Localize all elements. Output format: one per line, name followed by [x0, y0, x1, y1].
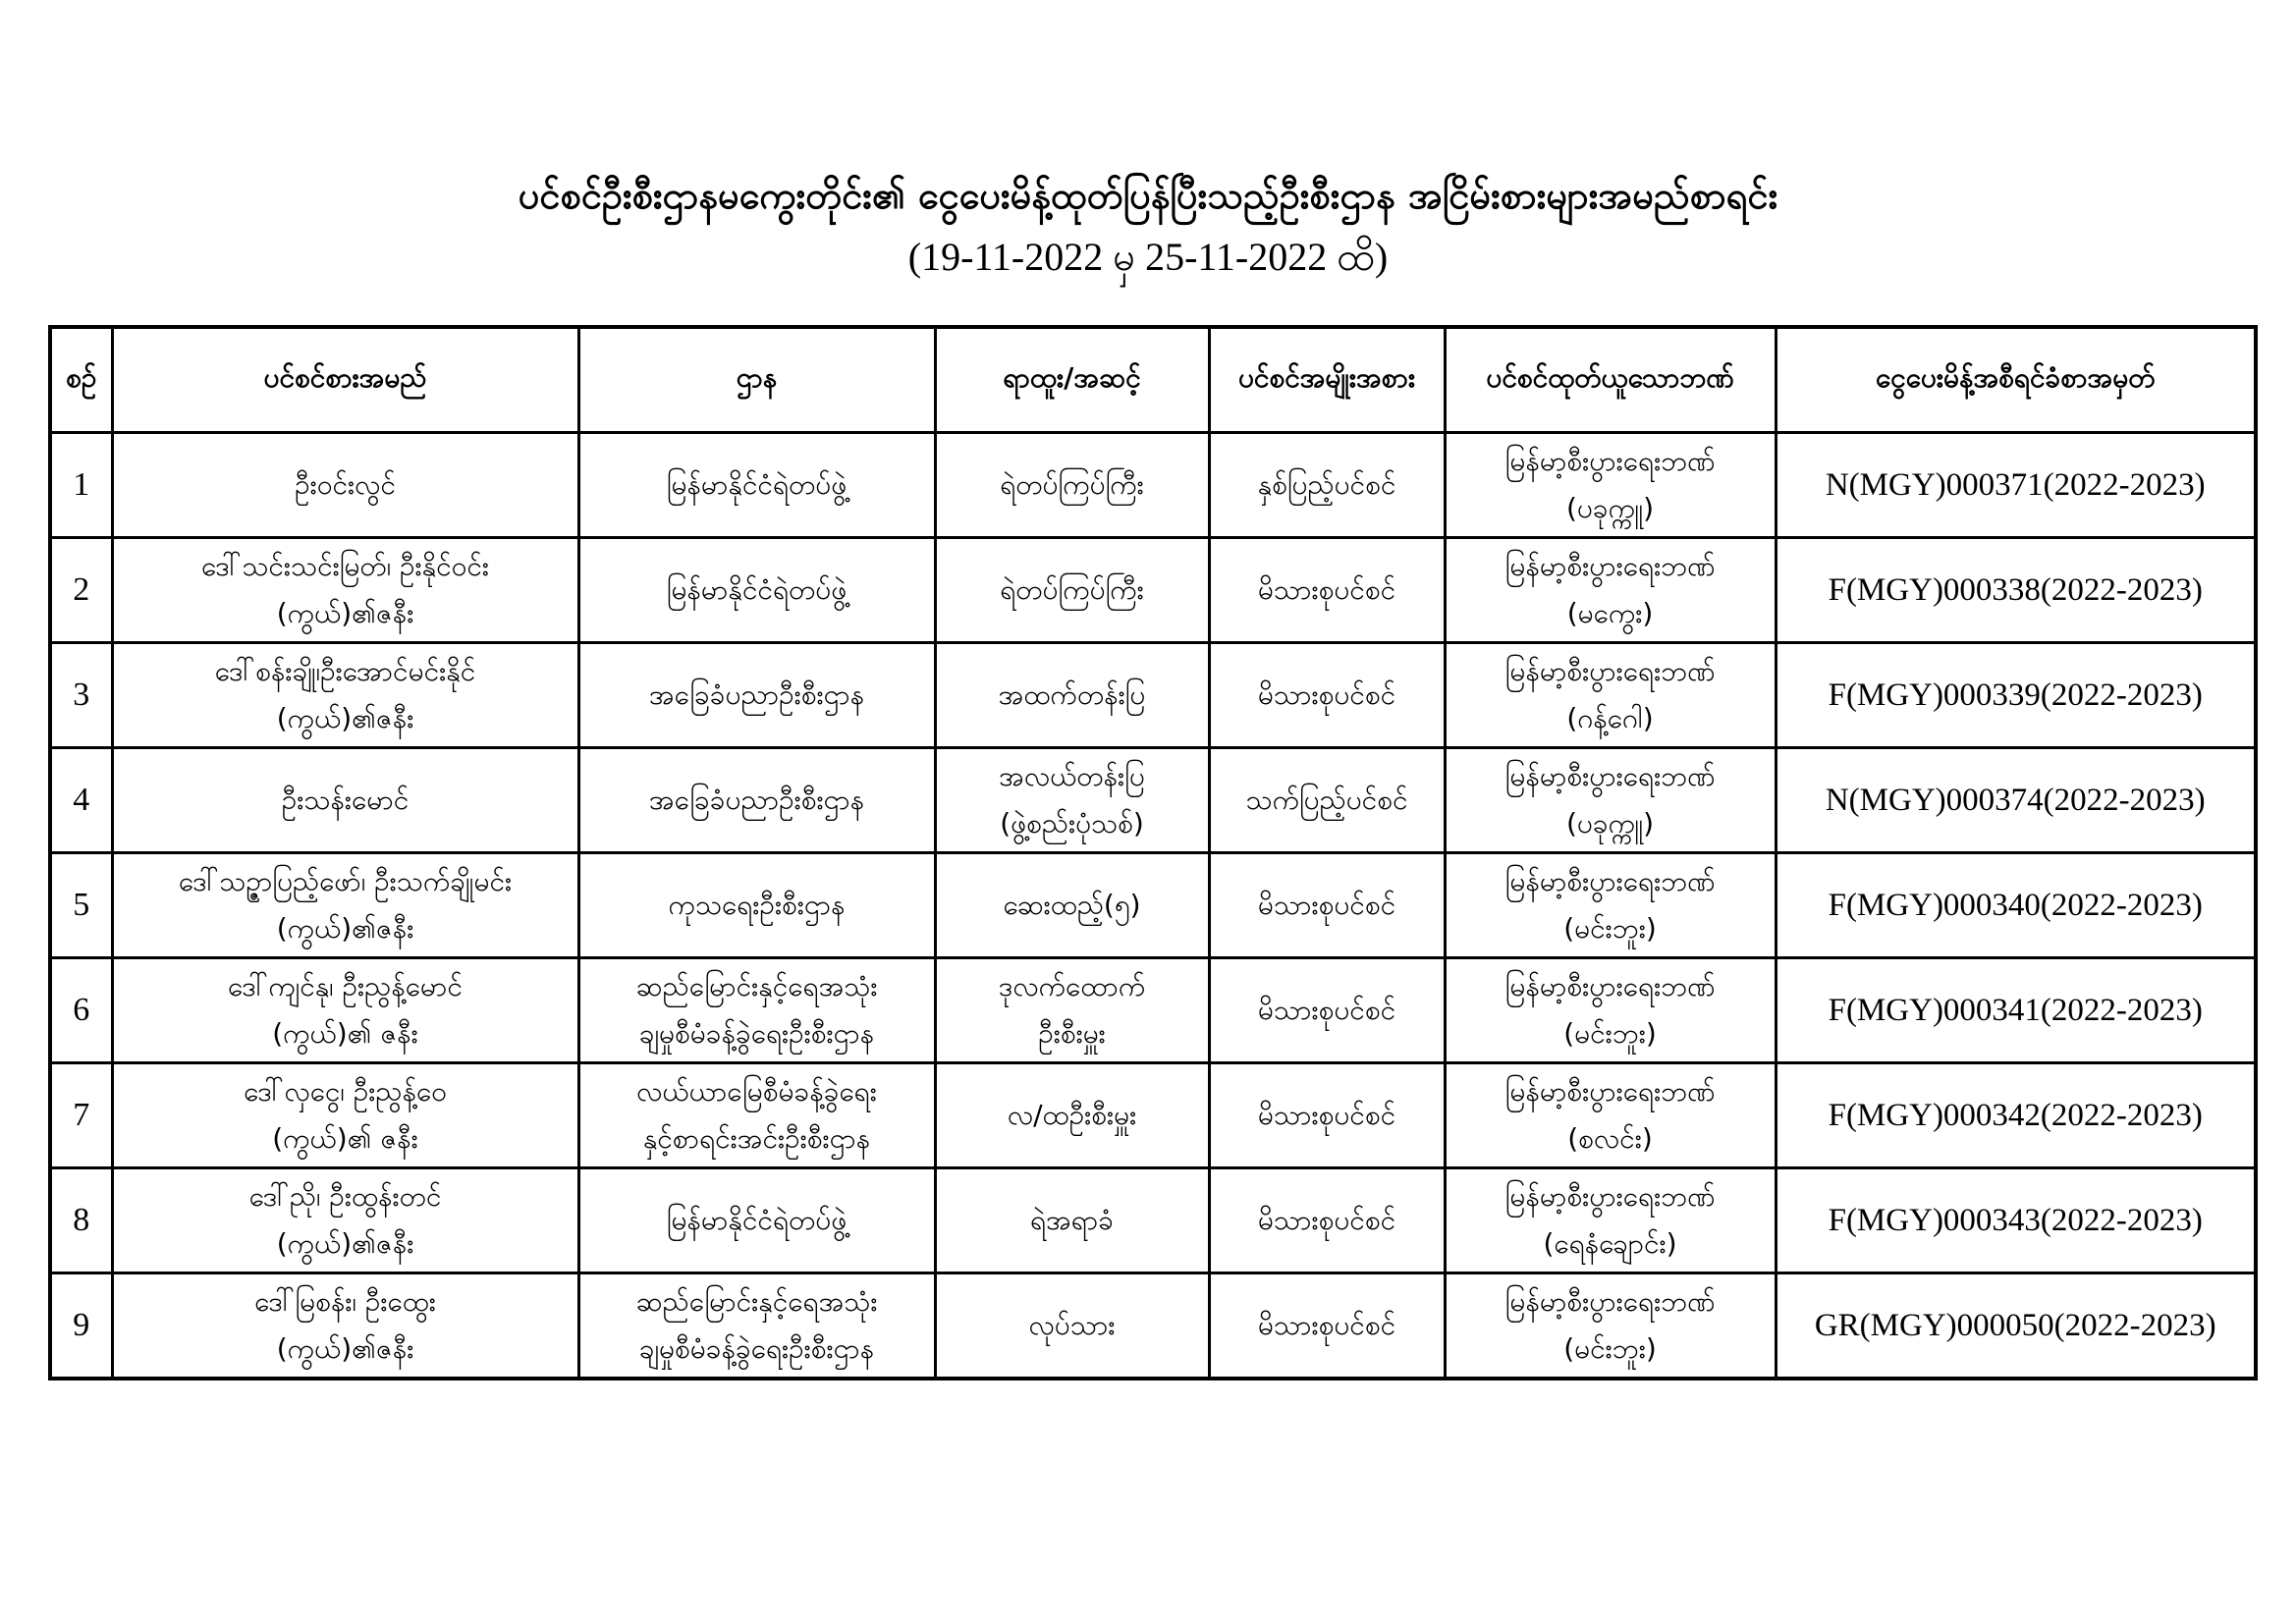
- header-bank: ပင်စင်ထုတ်ယူသောဘဏ်: [1445, 327, 1776, 433]
- pensioner-name-cell: [112, 643, 578, 748]
- rank-cell-line: ရဲတပ်ကြပ်ကြီး: [1000, 573, 1144, 606]
- serial-number-cell: [50, 853, 112, 958]
- table-row: [50, 958, 2256, 1063]
- serial-number-cell: [50, 748, 112, 853]
- serial-number-cell-line: 4: [73, 782, 90, 818]
- pensioner-name-cell-line: ဒေါ်သဉ္ဇာပြည့်ဖော်၊ ဦးသက်ချိုမင်း: [178, 865, 513, 897]
- report-number-cell-line: F(MGY)000341(2022-2023): [1828, 993, 2203, 1028]
- report-number-cell: [1776, 853, 2256, 958]
- pensioner-name-cell-line: (ကွယ်)၏ဇနီး: [276, 1227, 414, 1260]
- pension-type-cell-line: မိသားစုပင်စင်: [1257, 994, 1396, 1026]
- table-row: [50, 1273, 2256, 1380]
- pension-type-cell: [1209, 1063, 1445, 1168]
- header-rank: ရာထူး/အဆင့်: [935, 327, 1209, 433]
- serial-number-cell: [50, 1063, 112, 1168]
- bank-cell: [1445, 643, 1776, 748]
- rank-cell-line: (ဖွဲ့စည်းပုံသစ်): [1000, 807, 1144, 839]
- department-cell-line: ဆည်မြောင်းနှင့်ရေအသုံး: [635, 1285, 878, 1318]
- bank-cell-line: မြန်မာ့စီးပွားရေးဘဏ်: [1504, 1180, 1716, 1213]
- pensioner-name-cell-line: (ကွယ်)၏ဇနီး: [276, 912, 414, 945]
- department-cell-line: အခြေခံပညာဦးစီးဌာန: [648, 678, 865, 711]
- header-pension-type: ပင်စင်အမျိုးအစား: [1209, 327, 1445, 433]
- pensioner-name-cell: [112, 1168, 578, 1273]
- pensioner-name-cell: [112, 433, 578, 538]
- pensioner-name-cell: [112, 853, 578, 958]
- report-number-cell: [1776, 433, 2256, 538]
- pensioner-name-cell-line: (ကွယ်)၏ဇနီး: [276, 702, 414, 734]
- rank-cell: [935, 1063, 1209, 1168]
- report-number-cell: [1776, 1168, 2256, 1273]
- bank-cell-line: (မင်းဘူး): [1563, 912, 1657, 945]
- bank-cell-line: မြန်မာ့စီးပွားရေးဘဏ်: [1504, 865, 1716, 897]
- rank-cell-line: ဆေးထည့်(၅): [1003, 889, 1141, 921]
- date-range: (19-11-2022 မှ 25-11-2022 ထိ): [907, 235, 1389, 279]
- table-row: [50, 853, 2256, 958]
- bank-cell: [1445, 433, 1776, 538]
- table-body: [50, 433, 2256, 1380]
- report-number-cell-line: F(MGY)000340(2022-2023): [1828, 888, 2203, 923]
- pension-type-cell-line: နှစ်ပြည့်ပင်စင်: [1257, 468, 1396, 501]
- bank-cell-line: (ရေနံချောင်း): [1543, 1227, 1677, 1260]
- bank-cell-line: မြန်မာ့စီးပွားရေးဘဏ်: [1504, 1075, 1716, 1108]
- pension-type-cell-line: မိသားစုပင်စင်: [1257, 889, 1396, 921]
- rank-cell: [935, 853, 1209, 958]
- serial-number-cell-line: 9: [73, 1307, 90, 1343]
- bank-cell-line: (စလင်း): [1567, 1122, 1653, 1155]
- table-row: [50, 643, 2256, 748]
- report-number-cell: [1776, 1273, 2256, 1380]
- department-cell-line: ဆည်မြောင်းနှင့်ရေအသုံး: [635, 970, 878, 1002]
- bank-cell-line: မြန်မာ့စီးပွားရေးဘဏ်: [1504, 550, 1716, 582]
- bank-cell-line: မြန်မာ့စီးပွားရေးဘဏ်: [1504, 970, 1716, 1002]
- report-number-cell: [1776, 643, 2256, 748]
- department-cell: [578, 538, 935, 643]
- header-serial: စဉ်: [50, 327, 112, 433]
- report-number-cell: [1776, 958, 2256, 1063]
- pensioner-name-cell-line: (ကွယ်)၏ ဇနီး: [272, 1122, 418, 1155]
- pensioner-name-cell: [112, 1063, 578, 1168]
- pension-type-cell-line: မိသားစုပင်စင်: [1257, 678, 1396, 711]
- rank-cell-line: လ/ထဦးစီးမှူး: [1007, 1099, 1137, 1131]
- bank-cell: [1445, 1168, 1776, 1273]
- rank-cell: [935, 748, 1209, 853]
- rank-cell-line: ရဲတပ်ကြပ်ကြီး: [1000, 468, 1144, 501]
- report-number-cell-line: GR(MGY)000050(2022-2023): [1814, 1308, 2216, 1343]
- serial-number-cell: [50, 1168, 112, 1273]
- pension-type-cell: [1209, 538, 1445, 643]
- report-number-cell: [1776, 748, 2256, 853]
- rank-cell: [935, 643, 1209, 748]
- serial-number-cell-line: 7: [73, 1097, 90, 1133]
- pension-type-cell-line: မိသားစုပင်စင်: [1257, 1099, 1396, 1131]
- report-number-cell-line: F(MGY)000339(2022-2023): [1828, 677, 2203, 713]
- serial-number-cell-line: 6: [73, 992, 90, 1028]
- rank-cell-line: ရဲအရာခံ: [1029, 1204, 1115, 1236]
- header-report-number: ငွေပေးမိန့်အစီရင်ခံစာအမှတ်: [1776, 327, 2256, 433]
- bank-cell-line: မြန်မာ့စီးပွားရေးဘဏ်: [1504, 655, 1716, 687]
- department-cell-line: မြန်မာနိုင်ငံရဲတပ်ဖွဲ့: [666, 468, 847, 501]
- rank-cell-line: ဒုလက်ထောက်: [998, 970, 1146, 1002]
- pensioner-name-cell-line: ဒေါ်လှငွေ၊ ဦးညွန့်ဝေ: [244, 1075, 447, 1108]
- pension-type-cell: [1209, 748, 1445, 853]
- report-number-cell: [1776, 1063, 2256, 1168]
- serial-number-cell-line: 3: [73, 677, 90, 713]
- bank-cell-line: မြန်မာ့စီးပွားရေးဘဏ်: [1504, 760, 1716, 792]
- pensioner-name-cell: [112, 538, 578, 643]
- pensioner-name-cell-line: ဒေါ်ကျင်နု၊ ဦးညွန့်မောင်: [228, 970, 463, 1002]
- bank-cell-line: မြန်မာ့စီးပွားရေးဘဏ်: [1504, 445, 1716, 477]
- rank-cell: [935, 538, 1209, 643]
- header-row: [50, 327, 2256, 433]
- report-number-cell-line: F(MGY)000343(2022-2023): [1828, 1203, 2203, 1238]
- serial-number-cell: [50, 538, 112, 643]
- serial-number-cell: [50, 958, 112, 1063]
- serial-number-cell: [50, 1273, 112, 1380]
- pensioner-name-cell-line: ဒေါ်ညို၊ ဦးထွန်းတင်: [248, 1180, 442, 1213]
- table-row: [50, 1063, 2256, 1168]
- pension-type-cell-line: သက်ပြည့်ပင်စင်: [1245, 784, 1408, 816]
- rank-cell: [935, 433, 1209, 538]
- pensioner-name-cell: [112, 958, 578, 1063]
- pension-type-cell-line: မိသားစုပင်စင်: [1257, 573, 1396, 606]
- pension-type-cell: [1209, 853, 1445, 958]
- bank-cell-line: (မင်းဘူး): [1563, 1017, 1657, 1050]
- pension-type-cell-line: မိသားစုပင်စင်: [1257, 1309, 1396, 1341]
- bank-cell-line: မြန်မာ့စီးပွားရေးဘဏ်: [1504, 1285, 1716, 1318]
- pensioner-name-cell-line: ဒေါ်သင်းသင်းမြတ်၊ ဦးနိုင်ဝင်း: [200, 550, 490, 582]
- report-number-cell-line: F(MGY)000338(2022-2023): [1828, 572, 2203, 608]
- pensioner-name-cell: [112, 1273, 578, 1380]
- bank-cell: [1445, 748, 1776, 853]
- report-number-cell-line: N(MGY)000374(2022-2023): [1825, 783, 2206, 818]
- serial-number-cell-line: 1: [73, 466, 90, 503]
- bank-cell-line: (မင်းဘူး): [1563, 1332, 1657, 1365]
- department-cell-line: အခြေခံပညာဦးစီးဌာန: [648, 784, 865, 816]
- rank-cell-line: အထက်တန်းပြ: [998, 678, 1146, 711]
- bank-cell: [1445, 1063, 1776, 1168]
- department-cell: [578, 433, 935, 538]
- pension-type-cell: [1209, 958, 1445, 1063]
- bank-cell-line: (ပခုက္ကူ): [1565, 807, 1655, 839]
- pensioner-name-cell-line: (ကွယ်)၏ဇနီး: [276, 597, 414, 629]
- serial-number-cell: [50, 433, 112, 538]
- rank-cell: [935, 1168, 1209, 1273]
- pension-type-cell: [1209, 433, 1445, 538]
- department-cell-line: ချမှုစီမံခန့်ခွဲရေးဦးစီးဌာန: [638, 1017, 875, 1050]
- serial-number-cell-line: 8: [73, 1202, 90, 1238]
- department-cell: [578, 1063, 935, 1168]
- department-cell: [578, 958, 935, 1063]
- report-number-cell-line: N(MGY)000371(2022-2023): [1825, 467, 2206, 503]
- bank-cell-line: (မကွေး): [1566, 597, 1654, 629]
- bank-cell: [1445, 958, 1776, 1063]
- rank-cell-line: ဦးစီးမှူး: [1038, 1017, 1106, 1050]
- bank-cell-line: (ပခုက္ကူ): [1565, 492, 1655, 524]
- bank-cell: [1445, 853, 1776, 958]
- department-cell-line: ချမှုစီမံခန့်ခွဲရေးဦးစီးဌာန: [638, 1332, 875, 1365]
- department-cell: [578, 853, 935, 958]
- rank-cell: [935, 1273, 1209, 1380]
- pensioner-name-cell-line: (ကွယ်)၏ဇနီး: [276, 1332, 414, 1365]
- header-pensioner-name: ပင်စင်စားအမည်: [112, 327, 578, 433]
- bank-cell: [1445, 538, 1776, 643]
- table-row: [50, 538, 2256, 643]
- department-cell: [578, 643, 935, 748]
- department-cell: [578, 1273, 935, 1380]
- pensioner-table: [48, 325, 2258, 1380]
- department-cell: [578, 748, 935, 853]
- department-cell-line: နှင့်စာရင်းအင်းဦးစီးဌာန: [642, 1122, 871, 1155]
- rank-cell-line: အလယ်တန်းပြ: [999, 760, 1145, 792]
- bank-cell: [1445, 1273, 1776, 1380]
- pensioner-name-cell-line: (ကွယ်)၏ ဇနီး: [272, 1017, 418, 1050]
- document-title: ပင်စင်ဦးစီးဌာနမကွေးတိုင်း၏ ငွေပေးမိန့်ထုတ်ပြန်ပြီးသည့်ဦးစီးဌာန အငြိမ်းစားများအမည်စာရင်း: [518, 174, 1778, 217]
- pension-type-cell-line: မိသားစုပင်စင်: [1257, 1204, 1396, 1236]
- pensioner-name-cell-line: ဒေါ်မြစန်း၊ ဦးထွေး: [254, 1285, 436, 1318]
- pensioner-name-cell-line: ဦးသန်းမောင်: [281, 784, 410, 816]
- document-heading: [0, 165, 2296, 289]
- department-cell: [578, 1168, 935, 1273]
- pension-type-cell: [1209, 1168, 1445, 1273]
- table-row: [50, 1168, 2256, 1273]
- report-number-cell-line: F(MGY)000342(2022-2023): [1828, 1098, 2203, 1133]
- report-number-cell: [1776, 538, 2256, 643]
- table-row: [50, 433, 2256, 538]
- rank-cell-line: လုပ်သား: [1028, 1309, 1116, 1341]
- department-cell-line: မြန်မာနိုင်ငံရဲတပ်ဖွဲ့: [666, 573, 847, 606]
- pensioner-name-cell-line: ဦးဝင်းလွင်: [295, 468, 396, 501]
- pension-type-cell: [1209, 643, 1445, 748]
- department-cell-line: လယ်ယာမြေစီမံခန့်ခွဲရေး: [636, 1075, 877, 1108]
- rank-cell: [935, 958, 1209, 1063]
- serial-number-cell-line: 2: [73, 571, 90, 608]
- header-department: ဌာန: [578, 327, 935, 433]
- pensioner-name-cell: [112, 748, 578, 853]
- department-cell-line: ကုသရေးဦးစီးဌာန: [668, 889, 846, 921]
- serial-number-cell-line: 5: [73, 887, 90, 923]
- bank-cell-line: (ဂန့်ဂေါ): [1566, 702, 1654, 734]
- pension-type-cell: [1209, 1273, 1445, 1380]
- pensioner-name-cell-line: ဒေါ်စန်းချို၊ဦးအောင်မင်းနိုင်: [214, 655, 476, 687]
- serial-number-cell: [50, 643, 112, 748]
- table-row: [50, 748, 2256, 853]
- department-cell-line: မြန်မာနိုင်ငံရဲတပ်ဖွဲ့: [666, 1204, 847, 1236]
